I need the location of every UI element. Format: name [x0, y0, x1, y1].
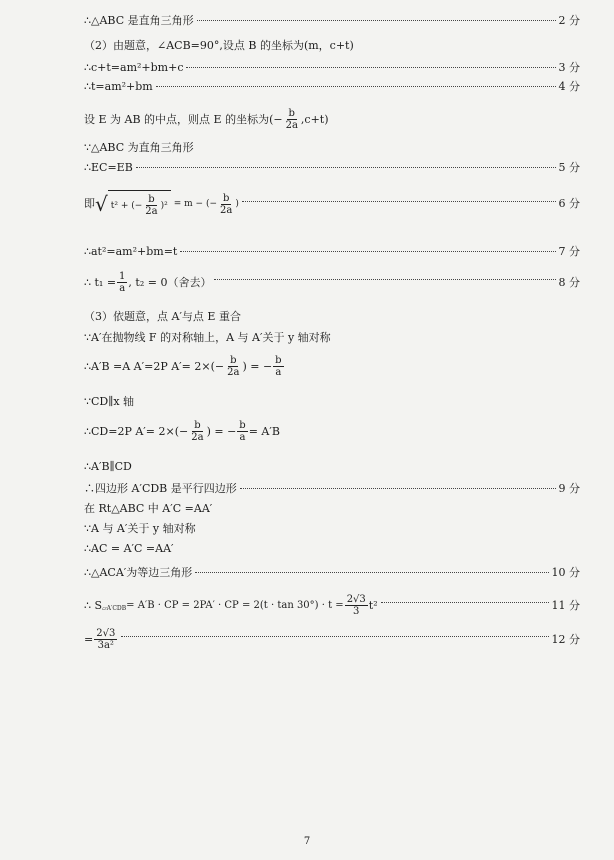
score: 12 分	[551, 632, 580, 646]
line-1: ∴△ABC 是直角三角形 2 分	[84, 14, 580, 27]
fraction: $\frac{2√3}{3}$	[346, 594, 366, 617]
line-6: ∵△ABC 为直角三角形	[84, 141, 194, 154]
dot-leader	[381, 602, 549, 603]
line-9: ∴at²=am²+bm=t 7 分	[84, 245, 580, 258]
dot-leader	[136, 167, 556, 168]
fraction: $\frac{b}{2a}$	[220, 192, 233, 216]
dot-leader	[121, 636, 548, 637]
dot-leader	[180, 251, 555, 252]
dot-leader	[242, 201, 556, 202]
line-15: ∴CD=2P A′= 2×(− $\frac{b}{2a}$ ) = − $\frac{b}{a}$ = A′B	[84, 420, 280, 443]
line-21: ∴△ACA′为等边三角形 10 分	[84, 566, 580, 579]
dot-leader	[240, 488, 556, 489]
line-18: 在 Rt△ABC 中 A′C =AA′	[84, 502, 213, 515]
line-19: ∵A 与 A′关于 y 轴对称	[84, 522, 196, 535]
line-10: ∴ t₁ = $\frac{1}{a}$ , t₂ = 0（舍去） 8 分	[84, 271, 580, 294]
score: 11 分	[551, 598, 580, 612]
line-20: ∴AC = A′C =AA′	[84, 542, 174, 555]
dot-leader	[186, 67, 555, 68]
score: 5 分	[558, 161, 580, 174]
fraction: $\frac{b}{2a}$	[227, 355, 240, 378]
dot-leader	[195, 572, 548, 573]
score: 8 分	[558, 275, 580, 289]
line-5: 设 E 为 AB 的中点，则点 E 的坐标为 (− $\frac{b}{2a}$ ,c+t)	[84, 108, 329, 131]
line-8: 即 √ t² + (− $\frac{b}{2a}$ )² = m − (− $\frac{b}{2a}$ ) 6 分	[84, 192, 580, 217]
line-4: ∴t=am²+bm 4 分	[84, 80, 580, 93]
line-12: ∵A′在抛物线 F 的对称轴上，A 与 A′关于 y 轴对称	[84, 331, 331, 344]
line-7: ∴EC=EB 5 分	[84, 161, 580, 174]
line-22: ∴ S ▱A′CDB = A′B · CP = 2PA′ · CP = 2(t · tan 30°) · t = $\frac{2√3}{3}$ t² 11 分	[84, 594, 580, 617]
dot-leader	[156, 86, 556, 87]
score: 6 分	[558, 197, 580, 210]
score: 9 分	[558, 482, 580, 495]
score: 7 分	[558, 245, 580, 258]
line-2: （2）由题意，∠ACB=90°,设点 B 的坐标为(m，c+t)	[84, 39, 354, 52]
score: 10 分	[551, 566, 580, 579]
fraction: $\frac{b}{2a}$	[145, 194, 158, 217]
line-23: = $\frac{2√3}{\text{3a²}}$ 12 分	[84, 628, 580, 651]
score: 3 分	[558, 61, 580, 74]
line-14: ∵CD∥x 轴	[84, 395, 135, 408]
dot-leader	[214, 279, 555, 280]
line-13: ∴A′B =A A′=2P A′= 2×(− $\frac{b}{2a}$ ) = − $\frac{b}{a}$	[84, 355, 282, 378]
dot-leader	[197, 20, 556, 21]
fraction: $\frac{b}{a}$	[239, 420, 246, 443]
fraction: $\frac{2√3}{\text{3a²}}$	[96, 628, 116, 651]
fraction: $\frac{b}{2a}$	[191, 420, 204, 443]
line-3: ∴c+t=am²+bm+c 3 分	[84, 61, 580, 74]
sqrt-expression: √ t² + (− $\frac{b}{2a}$ )²	[95, 190, 171, 218]
fraction: $\frac{b}{a}$	[275, 355, 282, 378]
line-17: ∴四边形 A′CDB 是平行四边形 9 分	[84, 482, 580, 495]
fraction: $\frac{1}{a}$	[119, 271, 126, 294]
line-11: （3）依题意，点 A′与点 E 重合	[84, 310, 241, 323]
fraction: $\frac{b}{2a}$	[285, 108, 298, 131]
score: 4 分	[558, 80, 580, 93]
page-number: 7	[303, 836, 311, 847]
score: 2 分	[558, 14, 580, 27]
line-16: ∴A′B∥CD	[84, 460, 132, 473]
